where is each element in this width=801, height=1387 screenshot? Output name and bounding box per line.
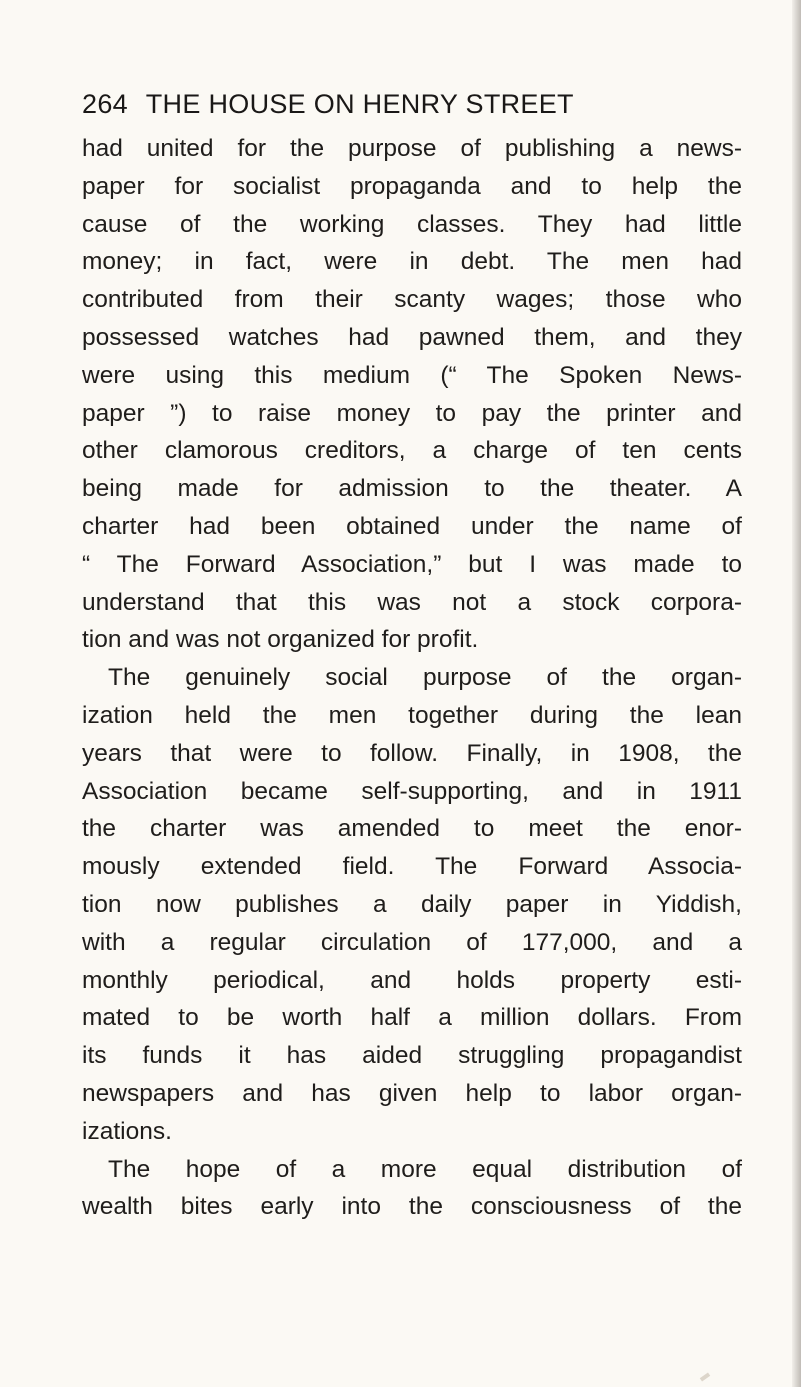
text-line: had united for the purpose of publishing a news- <box>82 135 742 162</box>
text-line: understand that this was not a stock corpora- <box>82 588 742 616</box>
text-line: mously extended field. The Forward Associa- <box>82 853 742 881</box>
text-line: paper for socialist propaganda and to help the <box>82 172 742 200</box>
text-line: its funds it has aided struggling propagandist <box>82 1042 742 1070</box>
page-edge-shadow <box>792 0 801 1387</box>
text-line: the charter was amended to meet the enor- <box>82 815 742 843</box>
text-line: wealth bites early into the consciousness of the <box>82 1193 742 1221</box>
text-line: money; in fact, were in debt. The men had <box>82 248 742 276</box>
text-line: The genuinely social purpose of the organ- <box>108 664 742 692</box>
text-line: tion and was not organized for profit. <box>82 626 479 654</box>
page-number: 264 <box>82 89 128 119</box>
text-line: izations. <box>82 1117 172 1145</box>
text-line: charter had been obtained under the name of <box>82 512 742 540</box>
text-line: newspapers and has given help to labor organ- <box>82 1079 742 1107</box>
text-line: other clamorous creditors, a charge of ten cents <box>82 437 742 465</box>
running-title: THE HOUSE ON HENRY STREET <box>145 89 574 119</box>
text-line: were using this medium (“ The Spoken News- <box>82 361 742 389</box>
text-line: contributed from their scanty wages; those who <box>82 286 742 314</box>
text-line: ization held the men together during the lean <box>82 701 742 729</box>
running-header <box>82 83 742 125</box>
text-line: monthly periodical, and holds property esti- <box>82 966 742 994</box>
text-line: possessed watches had pawned them, and they <box>82 323 742 351</box>
text-line: with a regular circulation of 177,000, and a <box>82 928 742 956</box>
text-line: “ The Forward Association,” but I was made to <box>82 550 742 578</box>
body-text <box>82 130 742 1226</box>
text-line: paper ”) to raise money to pay the printer and <box>82 399 742 427</box>
text-line: cause of the working classes. They had little <box>82 210 742 238</box>
text-line: tion now publishes a daily paper in Yiddish, <box>82 890 742 918</box>
text-line: The hope of a more equal distribution of <box>108 1155 742 1183</box>
paper-speck <box>700 1372 710 1381</box>
text-line: Association became self-supporting, and in 1911 <box>82 777 742 805</box>
text-line: years that were to follow. Finally, in 1908, the <box>82 739 742 767</box>
text-line: mated to be worth half a million dollars. From <box>82 1004 742 1032</box>
text-line: being made for admission to the theater. A <box>82 475 742 503</box>
